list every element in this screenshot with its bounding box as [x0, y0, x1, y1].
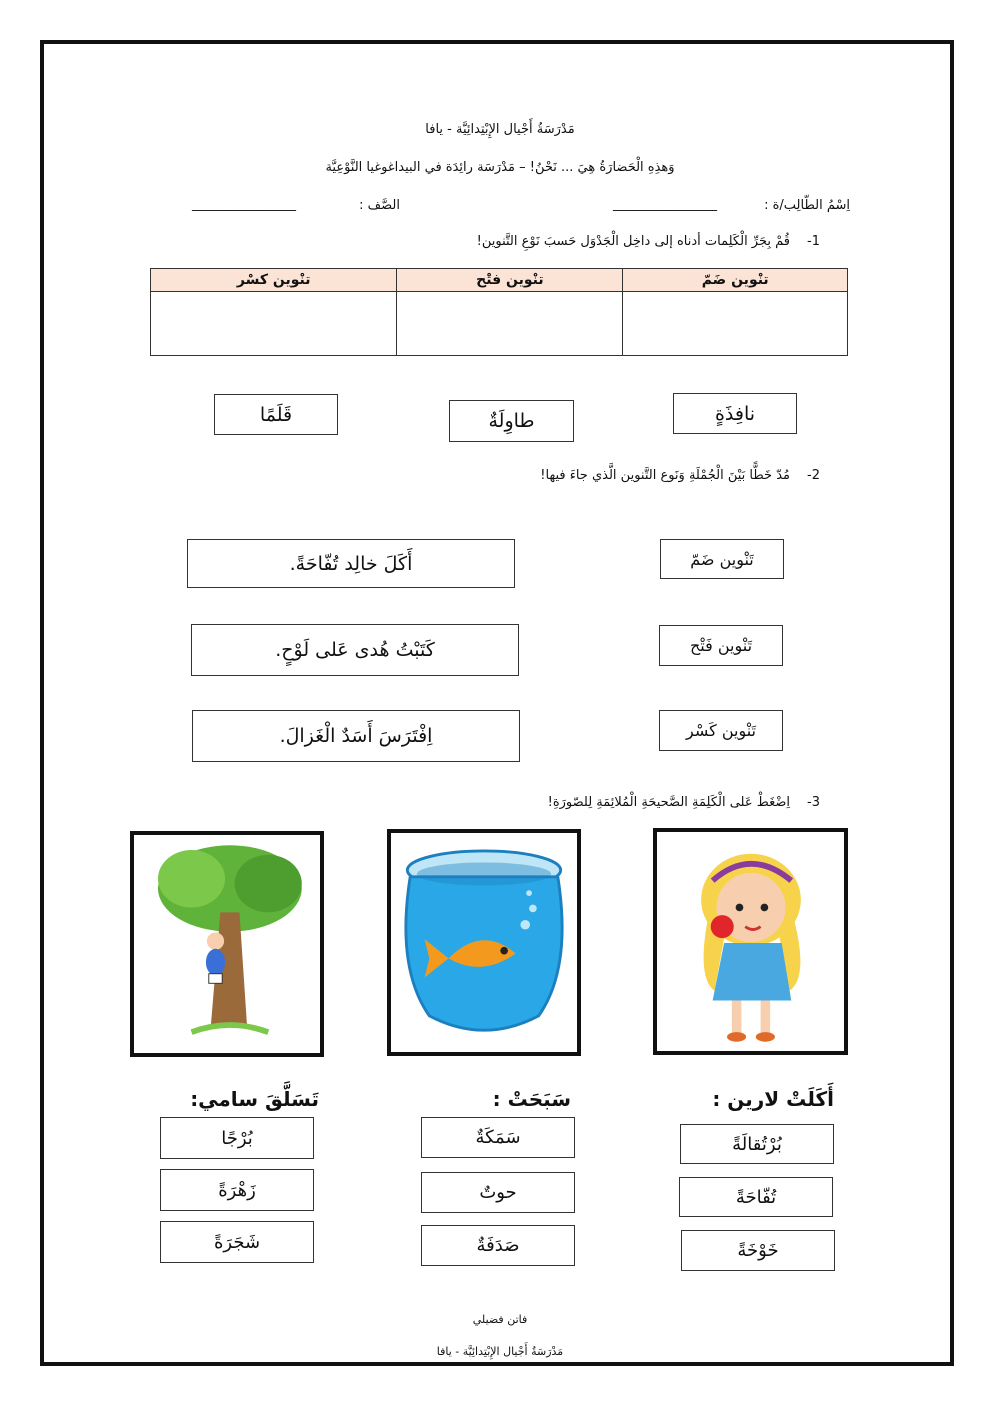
column-header-kasr: تنْوين كسْر	[151, 269, 397, 292]
option-button[interactable]: تُفّاحَةً	[679, 1177, 833, 1217]
school-motto: وَهذِهِ الْحَضارَةُ هِيَ ... نَحْنُ! – مَدْرَسَة رائِدَة في البيداغوغيا النَّوْعِيَّة	[325, 160, 675, 175]
q1-number: -1	[807, 234, 820, 249]
draggable-word[interactable]: نافِذَةٍ	[673, 393, 797, 434]
sentence-box[interactable]: أَكَلَ خالِد تُفّاحَةً.	[187, 539, 515, 588]
tanween-box[interactable]: تَنْوين ضَمّ	[660, 539, 784, 579]
draggable-word[interactable]: قَلَمًا	[214, 394, 338, 435]
footer-author: فاتن فضيلي	[472, 1313, 528, 1326]
q2-number: -2	[807, 468, 820, 483]
class-label: الصَّف :	[359, 198, 400, 213]
girl-eating-apple-image	[653, 828, 848, 1055]
caption-girl: أَكَلَتْ لارين :	[712, 1087, 834, 1111]
sort-table	[150, 268, 848, 356]
drop-zone-damm[interactable]	[623, 292, 848, 356]
column-header-damm: تنْوين ضَمّ	[623, 269, 848, 292]
caption-fish: سَبَحَتْ :	[492, 1087, 571, 1111]
option-button[interactable]: شَجَرَةً	[160, 1221, 314, 1263]
option-button[interactable]: صَدَفَةٌ	[421, 1225, 575, 1266]
option-button[interactable]: بُرْجًا	[160, 1117, 314, 1159]
draggable-word[interactable]: طاوِلَةٌ	[449, 400, 574, 442]
option-button[interactable]: سَمَكَةٌ	[421, 1117, 575, 1158]
sentence-box[interactable]: اِفْتَرَسَ أَسَدٌ الْغَزالَ.	[192, 710, 520, 762]
student-name-label: اِسْمُ الطّالِب/ة :	[764, 198, 850, 213]
caption-tree: تَسَلَّقَ سامي:	[190, 1087, 319, 1111]
student-name-field[interactable]: ________________	[613, 197, 717, 212]
q1-instruction: قُمْ بِجَرِّ الْكَلِمات أدناه إلى داخِل الْجَدْوَل حَسبَ نَوْعِ التَّنوين!	[476, 234, 790, 249]
school-name: مَدْرَسَةُ أَجْيال الإِبْتِدائِيَّة - يافا	[425, 122, 575, 137]
q2-instruction: مُدّ خَطًّا بَيْنَ الْجُمْلَةِ وَنَوع التَّنوين الَّذي جاءَ فيها!	[540, 468, 790, 483]
option-button[interactable]: خَوْخَةً	[681, 1230, 835, 1271]
column-header-fath: تنْوين فتْح	[397, 269, 623, 292]
class-field[interactable]: ________________	[192, 197, 296, 212]
tanween-box[interactable]: تَنْوين كَسْر	[659, 710, 783, 751]
q3-number: -3	[807, 795, 820, 810]
boy-climbing-tree-image	[130, 831, 324, 1057]
sentence-box[interactable]: كَتَبْتُ هُدى عَلى لَوْحٍ.	[191, 624, 519, 676]
drop-zone-fath[interactable]	[397, 292, 623, 356]
option-button[interactable]: بُرْتُقالَةً	[680, 1124, 834, 1164]
drop-zone-kasr[interactable]	[151, 292, 397, 356]
fish-bowl-image	[387, 829, 581, 1056]
option-button[interactable]: حوتٌ	[421, 1172, 575, 1213]
q3-instruction: اِضْغَطْ عَلى الْكَلِمَةِ الصَّحيحَةِ الْمُلائِمَةِ لِلصّورَةِ!	[547, 795, 790, 810]
tanween-box[interactable]: تَنْوين فَتْح	[659, 625, 783, 666]
option-button[interactable]: زَهْرَةً	[160, 1169, 314, 1211]
footer-school: مَدْرَسَةُ أَجْيال الإِبْتِدائِيَّة - يافا	[436, 1345, 564, 1358]
